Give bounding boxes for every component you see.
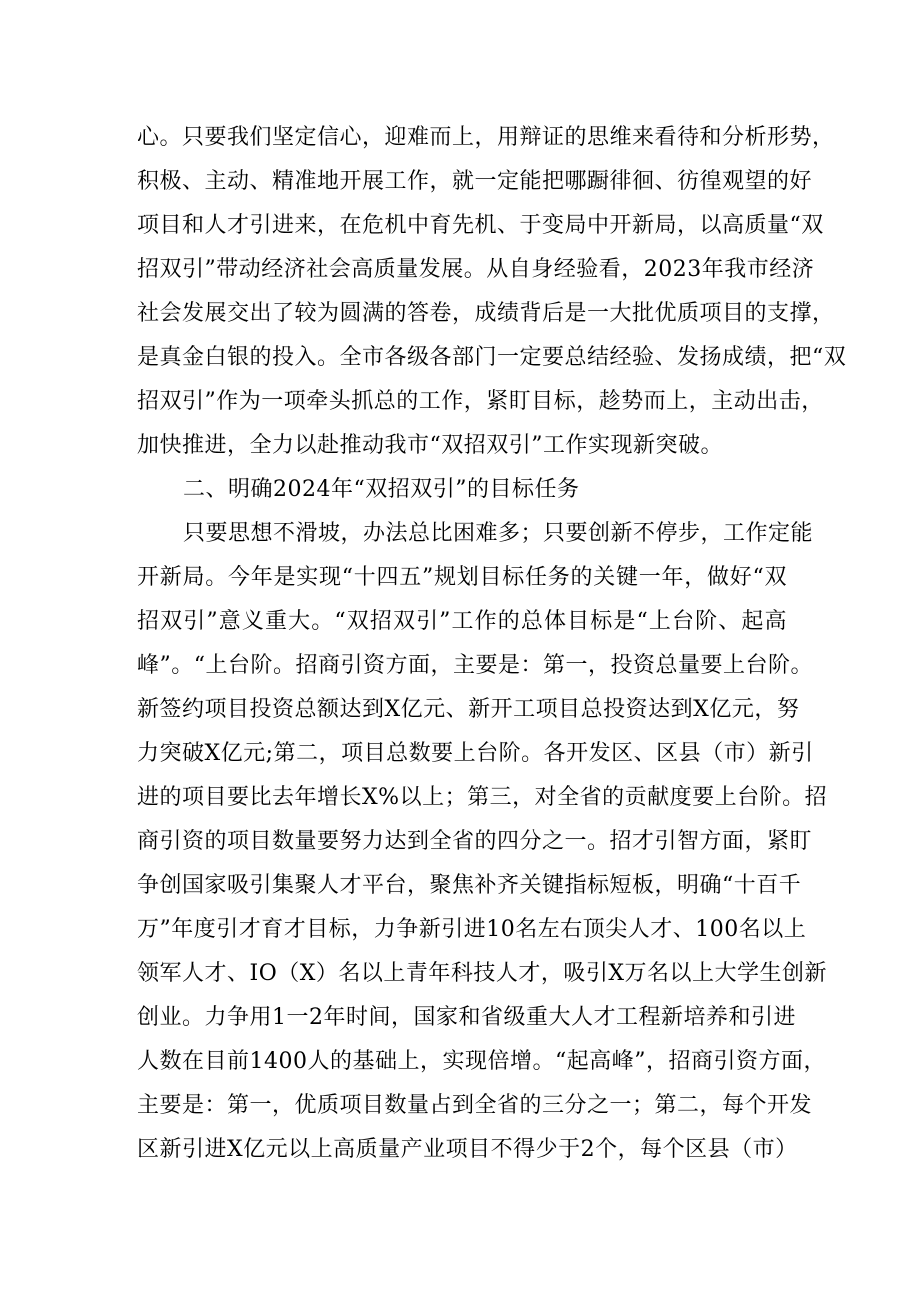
paragraph-line: 新签约项目投资总额达到X亿元、新开工项目总投资达到X亿元，努 xyxy=(137,697,800,722)
paragraph-line: 招双引”作为一项牵头抓总的工作，紧盯目标，趁势而上，主动出击， xyxy=(137,389,824,414)
paragraph-line: 万”年度引才育才目标，力争新引进10名左右顶尖人才、100名以上 xyxy=(137,917,807,942)
paragraph-line: 项目和人才引进来，在危机中育先机、于变局中开新局，以高质量“双 xyxy=(137,213,824,238)
paragraph-line: 主要是：第一，优质项目数量占到全省的三分之一；第二，每个开发 xyxy=(137,1093,813,1118)
paragraph-line: 创业。力争用1一2年时间，国家和省级重大人才工程新培养和引进 xyxy=(137,1005,796,1030)
paragraph-line: 峰”。“上台阶。招商引资方面，主要是：第一，投资总量要上台阶。 xyxy=(137,653,813,678)
paragraph-line: 力突破X亿元;第二，项目总数要上台阶。各开发区、区县（市）新引 xyxy=(137,741,814,766)
paragraph-line: 心。只要我们坚定信心，迎难而上，用辩证的思维来看待和分析形势， xyxy=(137,125,835,150)
paragraph-line: 招双引”带动经济社会高质量发展。从自身经验看，2023年我市经济 xyxy=(137,257,815,282)
paragraph-line: 商引资的项目数量要努力达到全省的四分之一。招才引智方面，紧盯 xyxy=(137,829,813,854)
paragraph-line: 开新局。今年是实现“十四五”规划目标任务的关键一年，做好“双 xyxy=(137,565,787,590)
paragraph-line: 积极、主动、精准地开展工作，就一定能把哪蹰徘徊、彷徨观望的好 xyxy=(137,169,813,194)
paragraph-line: 是真金白银的投入。全市各级各部门一定要总结经验、发扬成绩，把“双 xyxy=(137,345,847,370)
paragraph-line: 区新引进X亿元以上高质量产业项目不得少于2个，每个区县（市） xyxy=(137,1137,798,1162)
section-heading: 二、明确2024年“双招双引”的目标任务 xyxy=(183,477,580,502)
paragraph-line: 人数在目前1400人的基础上，实现倍增。“起高峰”，招商引资方面， xyxy=(137,1049,826,1074)
paragraph-line: 加快推进，全力以赴推动我市“双招双引”工作实现新突破。 xyxy=(137,433,723,458)
paragraph-line: 争创国家吸引集聚人才平台，聚焦补齐关键指标短板，明确“十百千 xyxy=(137,873,802,898)
paragraph-line: 领军人才、IO（X）名以上青年科技人才，吸引X万名以上大学生创新 xyxy=(137,961,828,986)
paragraph-line: 只要思想不滑坡，办法总比困难多；只要创新不停步，工作定能 xyxy=(183,521,814,546)
paragraph-line: 招双引”意义重大。“双招双引”工作的总体目标是“上台阶、起高 xyxy=(137,609,787,634)
paragraph-line: 社会发展交出了较为圆满的答卷，成绩背后是一大批优质项目的支撑， xyxy=(137,301,835,326)
paragraph-line: 进的项目要比去年增长X%以上；第三，对全省的贡献度要上台阶。招 xyxy=(137,785,828,810)
